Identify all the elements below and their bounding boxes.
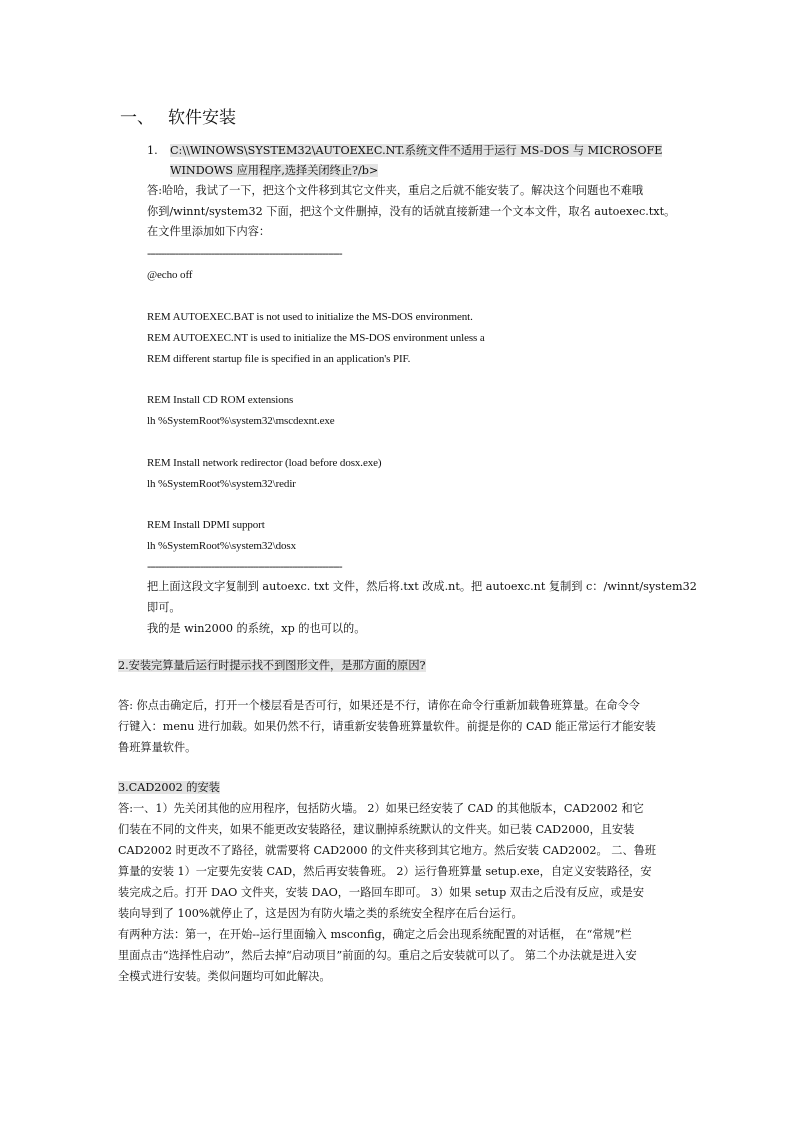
code-divider-top: ---------------------------------------------------------------------- <box>147 247 342 260</box>
q2-title: 2.安装完算量后运行时提示找不到图形文件，是那方面的原因? <box>118 659 426 672</box>
q1-after-line: 把上面这段文字复制到 autoexc. txt 文件，然后将.txt 改成.nt。把 autoexc.nt 复制到 c：/winnt/system32 <box>147 580 697 593</box>
q3-answer-line: 们装在不同的文件夹，如果不能更改安装路径，建议删掉系统默认的文件夹。如已装 CAD2000，且安装 <box>118 823 635 836</box>
section-number: 一、 <box>120 108 154 128</box>
q3-answer-line: 装向导到了 100%就停止了，这是因为有防火墙之类的系统安全程序在后台运行。 <box>118 907 523 920</box>
code-line: @echo off <box>147 269 193 281</box>
code-line: REM Install CD ROM extensions <box>147 394 294 406</box>
code-line: REM AUTOEXEC.NT is used to initialize the MS-DOS environment unless a <box>147 332 485 344</box>
q1-title-line2: WINDOWS 应用程序,选择关闭终止?/b> <box>170 164 379 177</box>
q2-answer-line: 鲁班算量软件。 <box>118 741 197 754</box>
q3-answer-line: 装完成之后。打开 DAO 文件夹，安装 DAO，一路回车即可。 3）如果 setup 双击之后没有反应，或是安 <box>118 886 645 899</box>
q3-answer-line: 有两种方法：第一，在开始--运行里面输入 msconfig，确定之后会出现系统配置的对话框， 在“常规”栏 <box>118 928 632 941</box>
q3-title: 3.CAD2002 的安装 <box>118 781 220 794</box>
q3-answer-line: 里面点击“选择性启动”，然后去掉“启动项目”前面的勾。重启之后安装就可以了。 第二个办法就是进入安 <box>118 949 637 962</box>
q1-answer-line: 答:哈哈，我试了一下，把这个文件移到其它文件夹，重启之后就不能安装了。解决这个问题也不难哦 <box>147 184 644 197</box>
code-line: REM Install network redirector (load before dosx.exe) <box>147 457 382 469</box>
q1-number: 1. <box>147 144 158 157</box>
code-line: lh %SystemRoot%\system32\redir <box>147 478 296 490</box>
code-line: REM different startup file is specified in an application's PIF. <box>147 353 411 365</box>
code-divider-bottom: ---------------------------------------------------------------------- <box>147 560 342 573</box>
q2-answer-line: 答: 你点击确定后，打开一个楼层看是否可行，如果还是不行，请你在命令行重新加载鲁班算量。在命令令 <box>118 699 640 712</box>
q3-answer-line: CAD2002 时更改不了路径，就需要将 CAD2000 的文件夹移到其它地方。然后安装 CAD2002。 二、鲁班 <box>118 844 657 857</box>
q1-after-line: 即可。 <box>147 601 181 614</box>
code-line: lh %SystemRoot%\system32\dosx <box>147 540 296 552</box>
q3-answer-line: 答:一、1）先关闭其他的应用程序，包括防火墙。 2）如果已经安装了 CAD 的其他版本，CAD2002 和它 <box>118 802 644 815</box>
code-line: lh %SystemRoot%\system32\mscdexnt.exe <box>147 415 335 427</box>
code-line: REM AUTOEXEC.BAT is not used to initialize the MS-DOS environment. <box>147 311 473 323</box>
q1-answer-line: 在文件里添加如下内容： <box>147 225 271 238</box>
section-title: 软件安装 <box>168 108 236 128</box>
q3-answer-line: 全模式进行安装。类似问题均可如此解决。 <box>118 970 331 983</box>
q3-answer-line: 算量的安装 1）一定要先安装 CAD，然后再安装鲁班。 2）运行鲁班算量 setup.exe，自定义安装路径，安 <box>118 865 652 878</box>
section-heading <box>120 106 236 130</box>
q2-answer-line: 行键入：menu 进行加载。如果仍然不行，请重新安装鲁班算量软件。前提是你的 CAD 能正常运行才能安装 <box>118 720 656 733</box>
code-line: REM Install DPMI support <box>147 519 265 531</box>
q1-answer-line: 你到/winnt/system32 下面，把这个文件删掉，没有的话就直接新建一个文本文件，取名 autoexec.txt。 <box>147 205 676 218</box>
q1-after-line: 我的是 win2000 的系统，xp 的也可以的。 <box>147 622 366 635</box>
q1-title-line1: C:\\WINOWS\SYSTEM32\AUTOEXEC.NT.系统文件不适用于运行 MS-DOS 与 MICROSOFE <box>170 144 663 157</box>
